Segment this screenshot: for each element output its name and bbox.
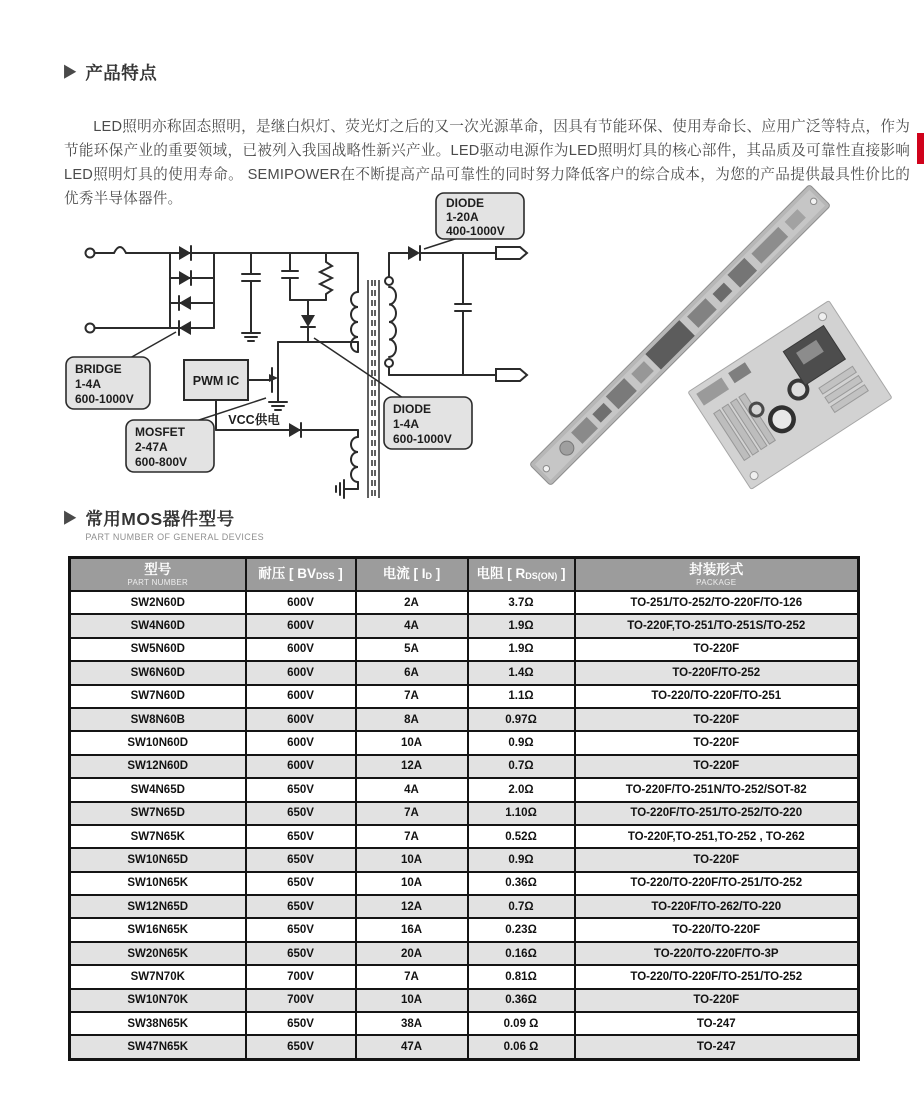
intro-paragraph: LED照明亦称固态照明，是继白炽灯、荧光灯之后的又一次光源革命，因具有节能环保、使用寿命长、应用广泛等特点，作为节能环保产业的重要领域，已被列入我国战略性新兴产业。LED驱动电源作为LED照明灯具的核心部件，其品质及可靠性直接影响LED照明灯具的使用寿命。 SEMIPOWER在不断提高产品可靠性的同时努力降低客户的综合成本，为您的产品提供最具性价比的优秀半导体器件。 <box>64 118 910 208</box>
table-row <box>70 778 859 801</box>
table-cell: TO-220/TO-220F/TO-251/TO-252 <box>575 872 859 895</box>
table-cell: 650V <box>246 802 356 825</box>
table-cell: SW10N65K <box>70 872 246 895</box>
table-cell: TO-220F,TO-251,TO-252 , TO-262 <box>575 825 859 848</box>
table-cell: 0.52Ω <box>468 825 575 848</box>
table-cell: 600V <box>246 708 356 731</box>
table-cell: 16A <box>356 918 468 941</box>
table-cell: 5A <box>356 638 468 661</box>
table-cell: 650V <box>246 778 356 801</box>
table-cell: 12A <box>356 755 468 778</box>
table-cell: 7A <box>356 965 468 988</box>
table-row <box>70 872 859 895</box>
table-cell: 0.23Ω <box>468 918 575 941</box>
table-row <box>70 661 859 684</box>
vcc-supply <box>216 400 358 437</box>
table-cell: 700V <box>246 989 356 1012</box>
section-mos-header <box>64 508 264 542</box>
table-cell: TO-247 <box>575 1035 859 1059</box>
table-cell: SW8N60B <box>70 708 246 731</box>
table-cell: TO-220F <box>575 755 859 778</box>
table-cell: 0.09 Ω <box>468 1012 575 1035</box>
table-cell: 650V <box>246 942 356 965</box>
header-part-number: 型号 PART NUMBER <box>70 558 246 592</box>
table-cell: 1.4Ω <box>468 661 575 684</box>
table-cell: 600V <box>246 614 356 637</box>
table-cell: 600V <box>246 661 356 684</box>
table-cell: 47A <box>356 1035 468 1059</box>
table-cell: 6A <box>356 661 468 684</box>
table-cell: TO-251/TO-252/TO-220F/TO-126 <box>575 591 859 614</box>
table-cell: 0.36Ω <box>468 989 575 1012</box>
table-cell: TO-220F <box>575 731 859 754</box>
table-cell: 600V <box>246 755 356 778</box>
table-cell: 4A <box>356 614 468 637</box>
table-cell: TO-220F/TO-251/TO-252/TO-220 <box>575 802 859 825</box>
callout-bridge <box>66 332 176 409</box>
svg-text:VCC供电: VCC供电 <box>228 413 280 427</box>
bridge-rectifier <box>170 246 214 335</box>
table-cell: 650V <box>246 895 356 918</box>
table-row <box>70 802 859 825</box>
table-cell: TO-220F <box>575 638 859 661</box>
table-cell: 700V <box>246 965 356 988</box>
table-row <box>70 1012 859 1035</box>
svg-text:600-1000V: 600-1000V <box>75 392 134 406</box>
table-row <box>70 942 859 965</box>
table-cell: 10A <box>356 989 468 1012</box>
svg-text:PWM IC: PWM IC <box>192 374 240 388</box>
header-resistance: 电阻 [ RDS(ON) ] <box>468 558 575 592</box>
table-cell: TO-220F <box>575 848 859 871</box>
table-cell: 650V <box>246 872 356 895</box>
header-package: 封装形式 PACKAGE <box>575 558 859 592</box>
svg-text:1-20A: 1-20A <box>446 210 479 224</box>
table-cell: 4A <box>356 778 468 801</box>
table-cell: SW6N60D <box>70 661 246 684</box>
page-edge-marker <box>917 133 924 164</box>
table-cell: 0.81Ω <box>468 965 575 988</box>
table-cell: 7A <box>356 802 468 825</box>
table-cell: SW47N65K <box>70 1035 246 1059</box>
table-cell: TO-220/TO-220F/TO-3P <box>575 942 859 965</box>
table-cell: 650V <box>246 918 356 941</box>
svg-text:600-1000V: 600-1000V <box>393 432 452 446</box>
table-cell: SW16N65K <box>70 918 246 941</box>
table-row <box>70 708 859 731</box>
table-cell: 600V <box>246 731 356 754</box>
table-cell: TO-220/TO-220F <box>575 918 859 941</box>
table-cell: SW7N65D <box>70 802 246 825</box>
header-current: 电流 [ ID ] <box>356 558 468 592</box>
table-cell: 1.9Ω <box>468 614 575 637</box>
table-row <box>70 755 859 778</box>
table-cell: SW10N60D <box>70 731 246 754</box>
table-cell: SW12N60D <box>70 755 246 778</box>
svg-text:BRIDGE: BRIDGE <box>75 362 122 376</box>
table-cell: 650V <box>246 848 356 871</box>
svg-text:MOSFET: MOSFET <box>135 425 185 439</box>
table-cell: 0.7Ω <box>468 895 575 918</box>
callout-mosfet <box>126 398 266 472</box>
mos-table-body <box>70 591 859 1059</box>
table-cell: 1.10Ω <box>468 802 575 825</box>
table-cell: 650V <box>246 1012 356 1035</box>
table-cell: 12A <box>356 895 468 918</box>
table-cell: 650V <box>246 1035 356 1059</box>
table-row <box>70 965 859 988</box>
header-voltage: 耐压 [ BVDSS ] <box>246 558 356 592</box>
table-cell: 38A <box>356 1012 468 1035</box>
table-cell: SW12N65D <box>70 895 246 918</box>
table-cell: TO-220F/TO-262/TO-220 <box>575 895 859 918</box>
table-cell: 600V <box>246 591 356 614</box>
table-row <box>70 685 859 708</box>
section-mos-subtitle: PART NUMBER OF GENERAL DEVICES <box>85 532 265 542</box>
table-cell: 1.1Ω <box>468 685 575 708</box>
section-marker-icon: ▶ <box>64 507 77 528</box>
table-cell: TO-220F <box>575 708 859 731</box>
table-cell: 0.16Ω <box>468 942 575 965</box>
table-cell: 0.9Ω <box>468 848 575 871</box>
svg-text:2-47A: 2-47A <box>135 440 168 454</box>
pcb-module-photo <box>688 301 892 490</box>
table-cell: 2A <box>356 591 468 614</box>
table-cell: 8A <box>356 708 468 731</box>
table-row <box>70 895 859 918</box>
table-cell: TO-220/TO-220F/TO-251/TO-252 <box>575 965 859 988</box>
table-cell: 10A <box>356 848 468 871</box>
table-row <box>70 825 859 848</box>
table-cell: SW10N65D <box>70 848 246 871</box>
table-cell: TO-220F/TO-252 <box>575 661 859 684</box>
table-cell: 0.36Ω <box>468 872 575 895</box>
svg-text:1-4A: 1-4A <box>75 377 102 391</box>
table-cell: 3.7Ω <box>468 591 575 614</box>
svg-text:DIODE: DIODE <box>446 196 485 210</box>
table-cell: SW4N65D <box>70 778 246 801</box>
table-cell: 2.0Ω <box>468 778 575 801</box>
callout-diode-output <box>424 193 524 249</box>
table-cell: 0.7Ω <box>468 755 575 778</box>
table-cell: SW7N70K <box>70 965 246 988</box>
mosfet-symbol <box>248 342 287 410</box>
table-cell: SW7N65K <box>70 825 246 848</box>
svg-text:DIODE: DIODE <box>393 402 432 416</box>
table-cell: TO-220F,TO-251/TO-251S/TO-252 <box>575 614 859 637</box>
table-row <box>70 918 859 941</box>
table-row <box>70 1035 859 1059</box>
table-cell: TO-247 <box>575 1012 859 1035</box>
table-cell: SW4N60D <box>70 614 246 637</box>
svg-text:600-800V: 600-800V <box>135 455 188 469</box>
table-cell: 650V <box>246 825 356 848</box>
table-cell: TO-220F <box>575 989 859 1012</box>
product-photos <box>528 183 924 500</box>
table-row <box>70 731 859 754</box>
table-row <box>70 638 859 661</box>
table-cell: 7A <box>356 825 468 848</box>
table-cell: 0.97Ω <box>468 708 575 731</box>
table-row <box>70 591 859 614</box>
ac-input-wires <box>86 247 359 333</box>
table-cell: SW7N60D <box>70 685 246 708</box>
pwm-ic <box>184 360 248 400</box>
table-cell: 0.9Ω <box>468 731 575 754</box>
table-cell: 600V <box>246 638 356 661</box>
svg-text:400-1000V: 400-1000V <box>446 224 505 238</box>
clamp-network <box>278 253 358 342</box>
table-row <box>70 614 859 637</box>
table-cell: TO-220/TO-220F/TO-251 <box>575 685 859 708</box>
table-row <box>70 848 859 871</box>
table-cell: SW20N65K <box>70 942 246 965</box>
table-row <box>70 989 859 1012</box>
section-mos-title: 常用MOS器件型号 <box>85 509 235 529</box>
table-cell: 7A <box>356 685 468 708</box>
table-cell: SW5N60D <box>70 638 246 661</box>
section-features-title: 产品特点 <box>85 63 158 83</box>
table-cell: 0.06 Ω <box>468 1035 575 1059</box>
table-header-row <box>70 558 859 592</box>
table-cell: 10A <box>356 731 468 754</box>
circuit-diagram <box>58 192 530 510</box>
svg-text:1-4A: 1-4A <box>393 417 420 431</box>
transformer <box>336 253 396 498</box>
section-features-header <box>64 62 157 84</box>
table-cell: SW10N70K <box>70 989 246 1012</box>
table-cell: SW2N60D <box>70 591 246 614</box>
bulk-capacitor <box>242 253 260 341</box>
table-cell: TO-220F/TO-251N/TO-252/SOT-82 <box>575 778 859 801</box>
table-cell: 1.9Ω <box>468 638 575 661</box>
table-cell: 10A <box>356 872 468 895</box>
mos-parts-table <box>68 556 860 1061</box>
output-stage <box>389 246 527 381</box>
table-cell: 600V <box>246 685 356 708</box>
table-cell: SW38N65K <box>70 1012 246 1035</box>
table-cell: 20A <box>356 942 468 965</box>
section-marker-icon: ▶ <box>64 61 77 82</box>
